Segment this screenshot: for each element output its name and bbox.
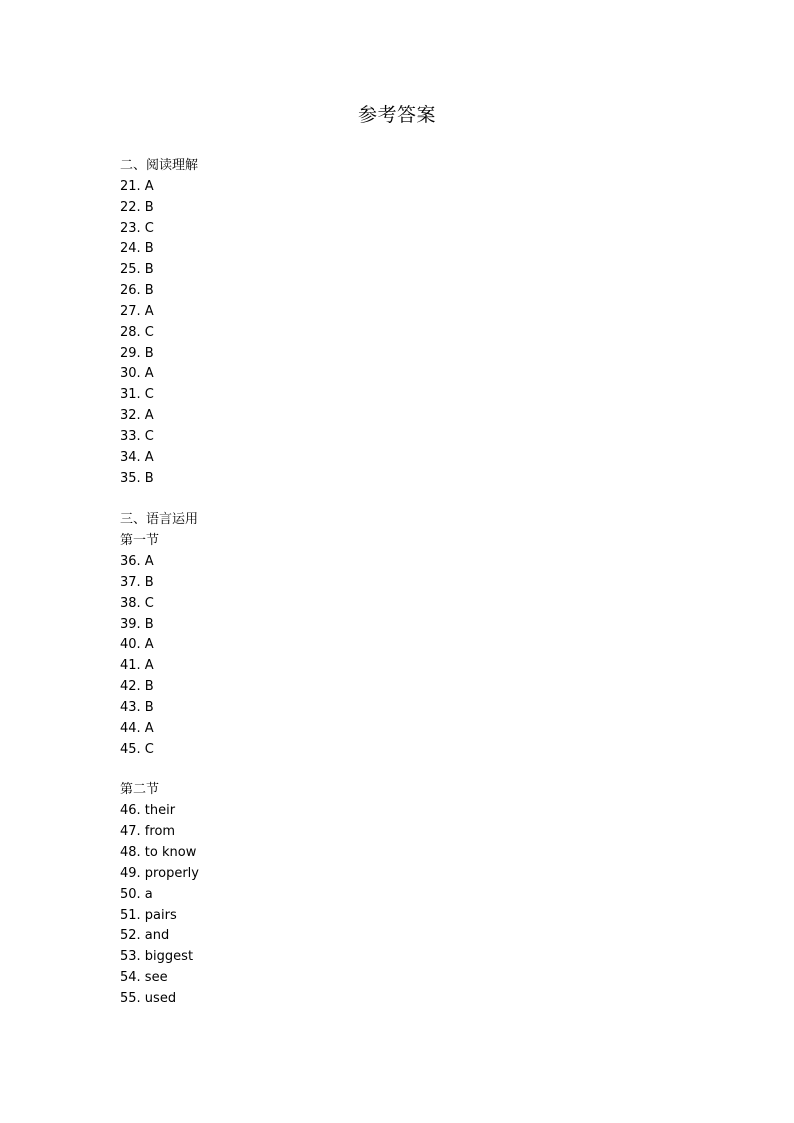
answer-item: 21. A: [120, 178, 154, 194]
answer-item: 53. biggest: [120, 949, 194, 965]
answer-item: 40. A: [120, 637, 154, 653]
answer-item: 34. A: [120, 449, 154, 465]
answer-item: 52. and: [120, 928, 170, 944]
spacer: [120, 760, 720, 780]
answer-item: 32. A: [120, 408, 154, 424]
answer-item: 48. to know: [120, 845, 197, 860]
spacer: [120, 490, 720, 511]
reading-answer-list: [120, 177, 720, 490]
section-heading-language-use: 三、语言运用: [120, 512, 199, 528]
answer-item: 38. C: [120, 595, 154, 611]
answer-item: 31. C: [120, 387, 154, 403]
answer-item: 45. C: [120, 741, 154, 757]
answer-item: 35. B: [120, 470, 154, 486]
answer-item: 55. used: [120, 990, 177, 1006]
answer-item: 22. B: [120, 199, 154, 215]
answer-item: 37. B: [120, 574, 154, 590]
answer-item: 49. properly: [120, 865, 199, 881]
part-heading-second: 第二节: [120, 782, 160, 798]
answer-item: 28. C: [120, 324, 154, 340]
answer-item: 54. see: [120, 970, 168, 986]
answer-item: 36. A: [120, 554, 154, 570]
answer-item: 44. A: [120, 720, 154, 736]
section-heading-reading: 二、阅读理解: [120, 158, 199, 173]
answer-item: 50. a: [120, 886, 153, 902]
answer-item: 30. A: [120, 366, 154, 382]
answer-item: 43. B: [120, 699, 154, 715]
language-part2-answer-list: [120, 801, 720, 1009]
answer-item: 29. B: [120, 345, 154, 361]
answer-item: 46. their: [120, 803, 176, 819]
answer-item: 25. B: [120, 262, 154, 278]
answer-content: [120, 156, 720, 1010]
answer-item: 39. B: [120, 616, 154, 632]
answer-item: 41. A: [120, 658, 154, 674]
language-part1-answer-list: [120, 552, 720, 760]
page-title: 参考答案: [357, 104, 436, 126]
answer-item: 23. C: [120, 220, 154, 236]
answer-item: 47. from: [120, 824, 176, 840]
answer-item: 24. B: [120, 241, 154, 257]
answer-item: 33. C: [120, 428, 154, 444]
answer-item: 42. B: [120, 679, 154, 695]
answer-item: 51. pairs: [120, 907, 177, 923]
answer-item: 26. B: [120, 283, 154, 299]
answer-item: 27. A: [120, 303, 154, 319]
part-heading-first: 第一节: [120, 533, 160, 549]
